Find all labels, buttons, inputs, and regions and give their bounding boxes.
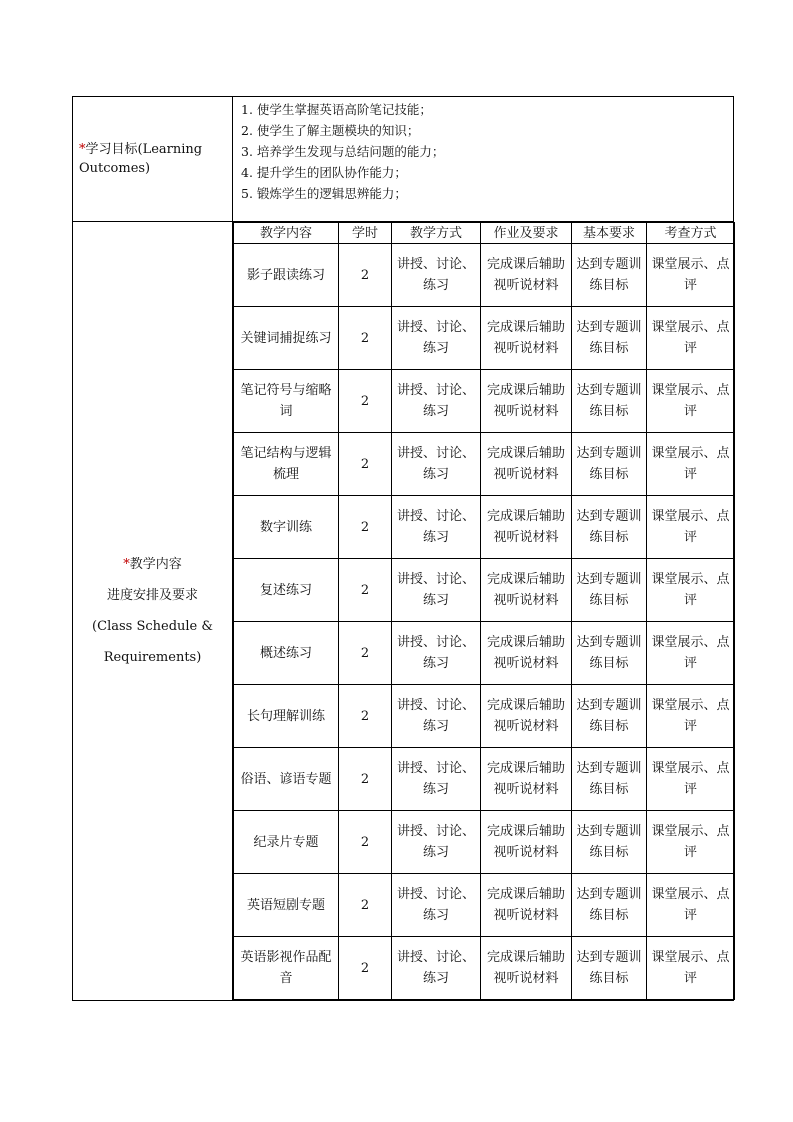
table-row: [234, 307, 735, 370]
schedule-label-line: Requirements): [103, 650, 202, 665]
learning-outcomes-list: [233, 97, 734, 222]
outcome-item: 4. 提升学生的团队协作能力；: [241, 165, 407, 180]
basic-requirement-cell: 达到专题训练目标: [572, 937, 647, 1000]
table-row: [234, 622, 735, 685]
table-row: [234, 496, 735, 559]
column-header: 考查方式: [647, 223, 735, 244]
hours-cell: 2: [339, 244, 392, 307]
column-header: 基本要求: [572, 223, 647, 244]
basic-requirement-cell: 达到专题训练目标: [572, 559, 647, 622]
outcome-item: 2. 使学生了解主题模块的知识；: [241, 123, 420, 138]
learning-outcomes-row: [73, 97, 734, 222]
column-header: 教学内容: [234, 223, 339, 244]
hours-cell: 2: [339, 811, 392, 874]
method-cell: 讲授、讨论、练习: [392, 748, 481, 811]
basic-requirement-cell: 达到专题训练目标: [572, 811, 647, 874]
homework-cell: 完成课后辅助视听说材料: [481, 937, 572, 1000]
basic-requirement-cell: 达到专题训练目标: [572, 370, 647, 433]
table-row: [234, 748, 735, 811]
content-cell: 笔记符号与缩略词: [234, 370, 339, 433]
hours-cell: 2: [339, 433, 392, 496]
homework-cell: 完成课后辅助视听说材料: [481, 559, 572, 622]
method-cell: 讲授、讨论、练习: [392, 370, 481, 433]
content-cell: 关键词捕捉练习: [234, 307, 339, 370]
content-cell: 俗语、谚语专题: [234, 748, 339, 811]
table-row: [234, 433, 735, 496]
method-cell: 讲授、讨论、练习: [392, 622, 481, 685]
schedule-table-cell: [233, 222, 734, 1001]
content-cell: 复述练习: [234, 559, 339, 622]
column-header: 学时: [339, 223, 392, 244]
homework-cell: 完成课后辅助视听说材料: [481, 874, 572, 937]
assessment-cell: 课堂展示、点评: [647, 685, 735, 748]
column-header: 教学方式: [392, 223, 481, 244]
assessment-cell: 课堂展示、点评: [647, 433, 735, 496]
table-row: [234, 244, 735, 307]
schedule-label-line: 教学内容: [129, 557, 182, 572]
assessment-cell: 课堂展示、点评: [647, 559, 735, 622]
method-cell: 讲授、讨论、练习: [392, 244, 481, 307]
method-cell: 讲授、讨论、练习: [392, 937, 481, 1000]
homework-cell: 完成课后辅助视听说材料: [481, 811, 572, 874]
required-marker: *: [79, 142, 86, 157]
syllabus-table: [72, 96, 734, 1001]
table-row: [234, 370, 735, 433]
method-cell: 讲授、讨论、练习: [392, 307, 481, 370]
assessment-cell: 课堂展示、点评: [647, 748, 735, 811]
homework-cell: 完成课后辅助视听说材料: [481, 496, 572, 559]
learning-outcomes-label: [73, 97, 233, 222]
outcome-item: 1. 使学生掌握英语高阶笔记技能；: [241, 102, 432, 117]
schedule-table: [233, 222, 735, 1000]
learning-outcomes-label-text: 学习目标(Learning Outcomes): [79, 142, 203, 176]
assessment-cell: 课堂展示、点评: [647, 937, 735, 1000]
homework-cell: 完成课后辅助视听说材料: [481, 622, 572, 685]
assessment-cell: 课堂展示、点评: [647, 496, 735, 559]
basic-requirement-cell: 达到专题训练目标: [572, 433, 647, 496]
table-row: [234, 937, 735, 1000]
assessment-cell: 课堂展示、点评: [647, 307, 735, 370]
hours-cell: 2: [339, 496, 392, 559]
content-cell: 概述练习: [234, 622, 339, 685]
homework-cell: 完成课后辅助视听说材料: [481, 244, 572, 307]
hours-cell: 2: [339, 370, 392, 433]
content-cell: 纪录片专题: [234, 811, 339, 874]
table-row: [234, 559, 735, 622]
schedule-row: [73, 222, 734, 1001]
outcome-item: 3. 培养学生发现与总结问题的能力；: [241, 144, 445, 159]
column-header: 作业及要求: [481, 223, 572, 244]
content-cell: 英语短剧专题: [234, 874, 339, 937]
homework-cell: 完成课后辅助视听说材料: [481, 748, 572, 811]
homework-cell: 完成课后辅助视听说材料: [481, 370, 572, 433]
content-cell: 笔记结构与逻辑梳理: [234, 433, 339, 496]
assessment-cell: 课堂展示、点评: [647, 811, 735, 874]
content-cell: 数字训练: [234, 496, 339, 559]
hours-cell: 2: [339, 559, 392, 622]
outcome-item: 5. 锻炼学生的逻辑思辨能力；: [241, 186, 407, 201]
required-marker: *: [123, 557, 130, 572]
homework-cell: 完成课后辅助视听说材料: [481, 307, 572, 370]
basic-requirement-cell: 达到专题训练目标: [572, 685, 647, 748]
assessment-cell: 课堂展示、点评: [647, 622, 735, 685]
homework-cell: 完成课后辅助视听说材料: [481, 433, 572, 496]
hours-cell: 2: [339, 937, 392, 1000]
schedule-label-line: 进度安排及要求: [106, 588, 198, 603]
table-row: [234, 685, 735, 748]
schedule-header-row: [234, 223, 735, 244]
basic-requirement-cell: 达到专题训练目标: [572, 307, 647, 370]
hours-cell: 2: [339, 874, 392, 937]
content-cell: 英语影视作品配音: [234, 937, 339, 1000]
basic-requirement-cell: 达到专题训练目标: [572, 622, 647, 685]
basic-requirement-cell: 达到专题训练目标: [572, 244, 647, 307]
method-cell: 讲授、讨论、练习: [392, 811, 481, 874]
assessment-cell: 课堂展示、点评: [647, 244, 735, 307]
content-cell: 影子跟读练习: [234, 244, 339, 307]
method-cell: 讲授、讨论、练习: [392, 685, 481, 748]
method-cell: 讲授、讨论、练习: [392, 433, 481, 496]
assessment-cell: 课堂展示、点评: [647, 874, 735, 937]
schedule-label-line: (Class Schedule &: [92, 619, 213, 634]
basic-requirement-cell: 达到专题训练目标: [572, 748, 647, 811]
homework-cell: 完成课后辅助视听说材料: [481, 685, 572, 748]
basic-requirement-cell: 达到专题训练目标: [572, 496, 647, 559]
hours-cell: 2: [339, 622, 392, 685]
schedule-label: [73, 222, 233, 1001]
hours-cell: 2: [339, 307, 392, 370]
hours-cell: 2: [339, 685, 392, 748]
table-row: [234, 811, 735, 874]
basic-requirement-cell: 达到专题训练目标: [572, 874, 647, 937]
assessment-cell: 课堂展示、点评: [647, 370, 735, 433]
content-cell: 长句理解训练: [234, 685, 339, 748]
table-row: [234, 874, 735, 937]
method-cell: 讲授、讨论、练习: [392, 874, 481, 937]
method-cell: 讲授、讨论、练习: [392, 496, 481, 559]
hours-cell: 2: [339, 748, 392, 811]
method-cell: 讲授、讨论、练习: [392, 559, 481, 622]
